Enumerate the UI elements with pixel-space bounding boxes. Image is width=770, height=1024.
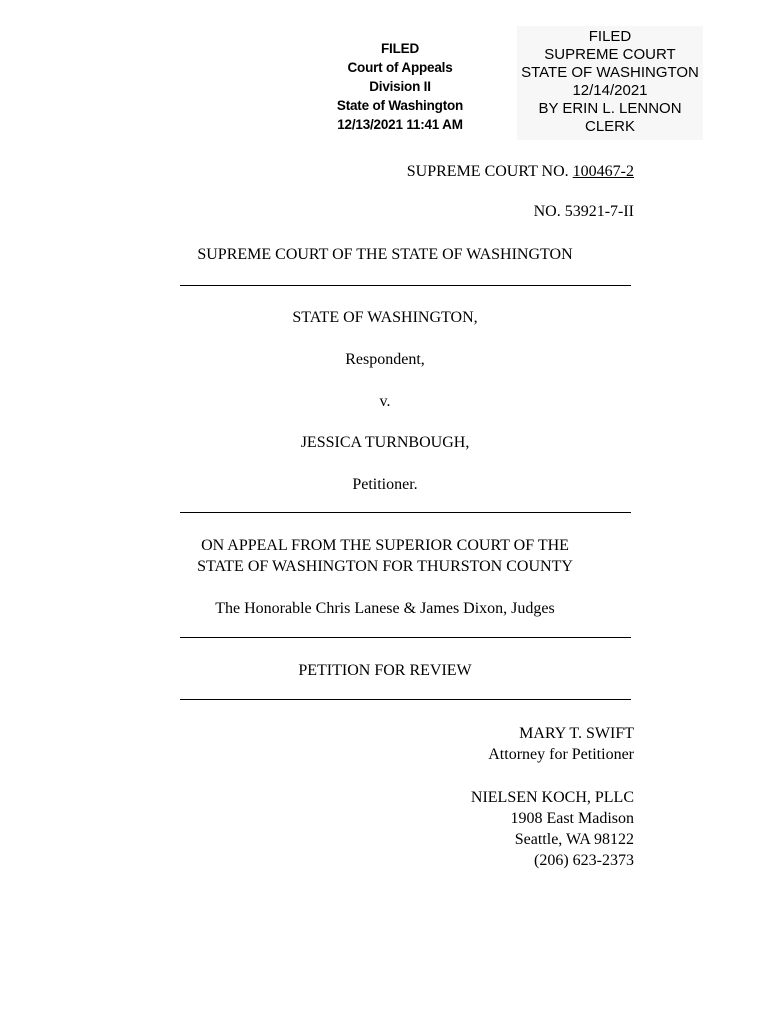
stamp-line: CLERK [584, 118, 636, 135]
divider [180, 285, 631, 286]
plaintiff-name: STATE OF WASHINGTON, [292, 309, 478, 326]
plaintiff-role: Respondent, [345, 351, 425, 368]
versus: v. [379, 393, 391, 410]
supreme-court-number-label: SUPREME COURT NO. [406, 163, 569, 180]
supreme-court-stamp [517, 26, 703, 140]
supreme-court-number-value: 100467-2 [572, 163, 634, 180]
stamp-line: FILED [588, 28, 632, 45]
appeals-number: NO. 53921-7-II [533, 203, 634, 220]
appeal-origin-line-1: ON APPEAL FROM THE SUPERIOR COURT OF THE [201, 537, 569, 554]
firm-name: NIELSEN KOCH, PLLC [470, 789, 634, 806]
appeal-origin-line-2: STATE OF WASHINGTON FOR THURSTON COUNTY [197, 558, 573, 575]
attorney-name: MARY T. SWIFT [519, 725, 634, 742]
stamp-line: Division II [369, 79, 431, 94]
stamp-line: BY ERIN L. LENNON [538, 100, 682, 117]
attorney-block [488, 723, 634, 765]
divider [180, 512, 631, 513]
court-of-appeals-stamp [325, 39, 475, 134]
defendant-name: JESSICA TURNBOUGH, [300, 434, 470, 451]
firm-address-1: 1908 East Madison [510, 810, 634, 827]
stamp-line: 12/14/2021 [572, 82, 648, 99]
judges: The Honorable Chris Lanese & James Dixon, Judges [215, 600, 555, 617]
attorney-role: Attorney for Petitioner [488, 746, 634, 763]
supreme-court-number [407, 163, 634, 181]
document-title: PETITION FOR REVIEW [298, 662, 472, 679]
stamp-line: SUPREME COURT [544, 46, 676, 63]
firm-address-2: Seattle, WA 98122 [514, 831, 634, 848]
stamp-line: FILED [381, 41, 419, 56]
stamp-line: STATE OF WASHINGTON [521, 64, 699, 81]
court-name: SUPREME COURT OF THE STATE OF WASHINGTON [197, 246, 573, 263]
stamp-line: 12/13/2021 11:41 AM [337, 117, 463, 132]
defendant-role: Petitioner. [352, 476, 418, 493]
firm-block [471, 787, 634, 871]
divider [180, 699, 631, 700]
stamp-line: State of Washington [336, 98, 464, 113]
divider [180, 637, 631, 638]
firm-phone: (206) 623-2373 [534, 852, 634, 869]
stamp-line: Court of Appeals [347, 60, 453, 75]
